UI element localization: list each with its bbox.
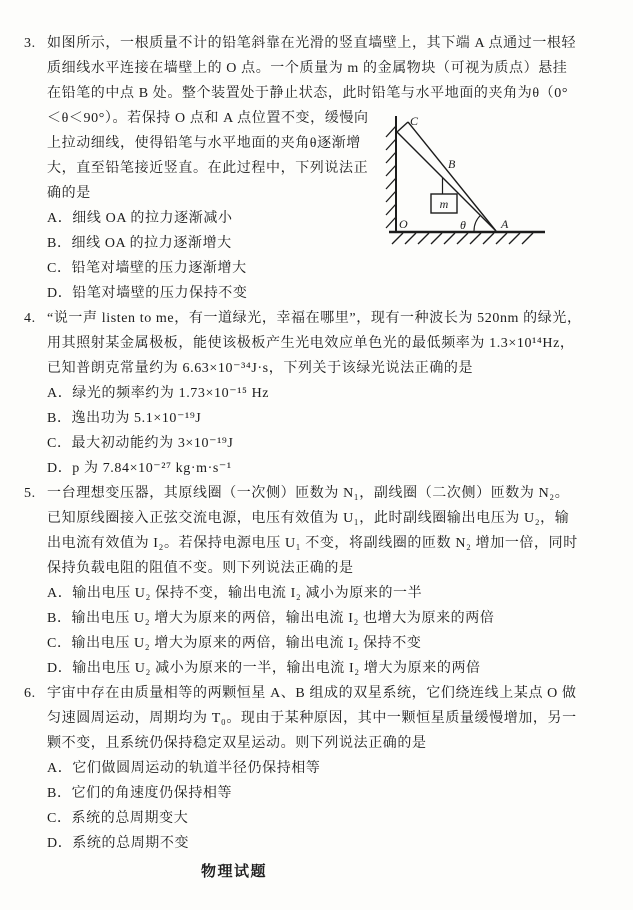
option-line: C．系统的总周期变大 bbox=[47, 811, 189, 826]
option-line: A．细线 OA 的拉力逐渐减小 bbox=[47, 211, 233, 226]
text-line bbox=[24, 306, 615, 331]
question-number: 4. bbox=[24, 311, 36, 326]
question-number: 5. bbox=[24, 486, 36, 501]
option-line: D．铅笔对墙壁的压力保持不变 bbox=[47, 286, 248, 301]
text-line: 上拉动细线，使得铅笔与水平地面的夹角θ逐渐增 bbox=[47, 136, 361, 151]
text-line: 质细线水平连接在墙壁上的 O 点。一个质量为 m 的金属物块（可视为质点）悬挂 bbox=[47, 61, 568, 76]
text-line: 在铅笔的中点 B 处。整个装置处于静止状态，此时铅笔与水平地面的夹角为θ（0° bbox=[47, 86, 569, 101]
text-line: ＜θ＜90°）。若保持 O 点和 A 点位置不变，缓慢向 bbox=[47, 111, 369, 126]
text-line: 大，直至铅笔接近竖直。在此过程中，下列说法正 bbox=[47, 161, 369, 176]
text-line: 匀速圆周运动，周期均为 T₀。现由于某种原因，其中一颗恒星质量缓慢增加，另一 bbox=[47, 711, 577, 726]
question-text: 宇宙中存在由质量相等的两颗恒星 A、B 组成的双星系统，它们绕连线上某点 O 做 bbox=[47, 686, 577, 701]
text-line bbox=[24, 31, 615, 56]
question-text: “说一声 listen to me，有一道绿光，幸福在哪里”，现有一种波长为 520nm 的绿光， bbox=[47, 311, 582, 326]
pencil bbox=[397, 122, 496, 231]
text-line: 已知原线圈接入正弦交流电源，电压有效值为 U₁，此时副线圈输出电压为 U₂，输 bbox=[47, 511, 570, 526]
wall-hatching bbox=[386, 126, 396, 228]
text-line: 保持负载电阻的阻值不变。则下列说法正确的是 bbox=[47, 561, 354, 576]
option-line: B．细线 OA 的拉力逐渐增大 bbox=[47, 236, 232, 251]
option-line: C．最大初动能约为 3×10⁻¹⁹J bbox=[47, 436, 234, 451]
question-number: 6. bbox=[24, 686, 36, 701]
question-text: 一台理想变压器，其原线圈（一次侧）匝数为 N₁，副线圈（二次侧）匝数为 N₂。 bbox=[47, 486, 570, 501]
text-line: 颗不变，且系统仍保持稳定双星运动。则下列说法正确的是 bbox=[47, 736, 427, 751]
figure-label-theta: θ bbox=[460, 218, 466, 232]
option-line: D．输出电压 U₂ 减小为原来的一半，输出电流 I₂ 增大为原来的两倍 bbox=[47, 661, 481, 676]
option-line: A．绿光的频率约为 1.73×10⁻¹⁵ Hz bbox=[47, 386, 270, 401]
option-line: D．p 为 7.84×10⁻²⁷ kg·m·s⁻¹ bbox=[47, 461, 232, 476]
option-line: C．铅笔对墙壁的压力逐渐增大 bbox=[47, 261, 247, 276]
question-number: 3. bbox=[24, 36, 36, 51]
figure-label-C: C bbox=[410, 114, 419, 128]
figure-label-O: O bbox=[399, 217, 408, 231]
option-line: C．输出电压 U₂ 增大为原来的两倍，输出电流 I₂ 保持不变 bbox=[47, 636, 422, 651]
question-3-figure bbox=[383, 110, 611, 262]
option-line: A．它们做圆周运动的轨道半径仍保持相等 bbox=[47, 761, 321, 776]
text-line: 出电流有效值为 I₂。若保持电源电压 U₁ 不变，将副线圈的匝数 N₂ 增加一倍，同时 bbox=[47, 536, 578, 551]
figure-label-m: m bbox=[439, 197, 449, 211]
figure-label-A: A bbox=[501, 217, 509, 231]
option-line: A．输出电压 U₂ 保持不变，输出电流 I₂ 减小为原来的一半 bbox=[47, 586, 423, 601]
option-line: D．系统的总周期不变 bbox=[47, 836, 190, 851]
ground-hatching bbox=[392, 233, 533, 244]
text-line: 已知普朗克常量约为 6.63×10⁻³⁴J·s，下列关于该绿光说法正确的是 bbox=[47, 361, 474, 376]
page-footer: 物理试题 bbox=[201, 864, 268, 880]
pencil-wall-diagram bbox=[383, 110, 611, 262]
question-text: 如图所示，一根质量不计的铅笔斜靠在光滑的竖直墙壁上，其下端 A 点通过一根轻 bbox=[47, 36, 577, 51]
option-line: B．它们的角速度仍保持相等 bbox=[47, 786, 233, 801]
text-line bbox=[24, 481, 615, 506]
theta-arc bbox=[474, 215, 480, 231]
option-line: B．逸出功为 5.1×10⁻¹⁹J bbox=[47, 411, 202, 426]
text-line bbox=[24, 681, 615, 706]
text-line: 用其照射某金属极板，能使该极板产生光电效应单色光的最低频率为 1.3×10¹⁴Hz， bbox=[47, 336, 575, 351]
text-line: 确的是 bbox=[47, 186, 91, 201]
figure-label-B: B bbox=[448, 157, 456, 171]
option-line: B．输出电压 U₂ 增大为原来的两倍，输出电流 I₂ 也增大为原来的两倍 bbox=[47, 611, 495, 626]
